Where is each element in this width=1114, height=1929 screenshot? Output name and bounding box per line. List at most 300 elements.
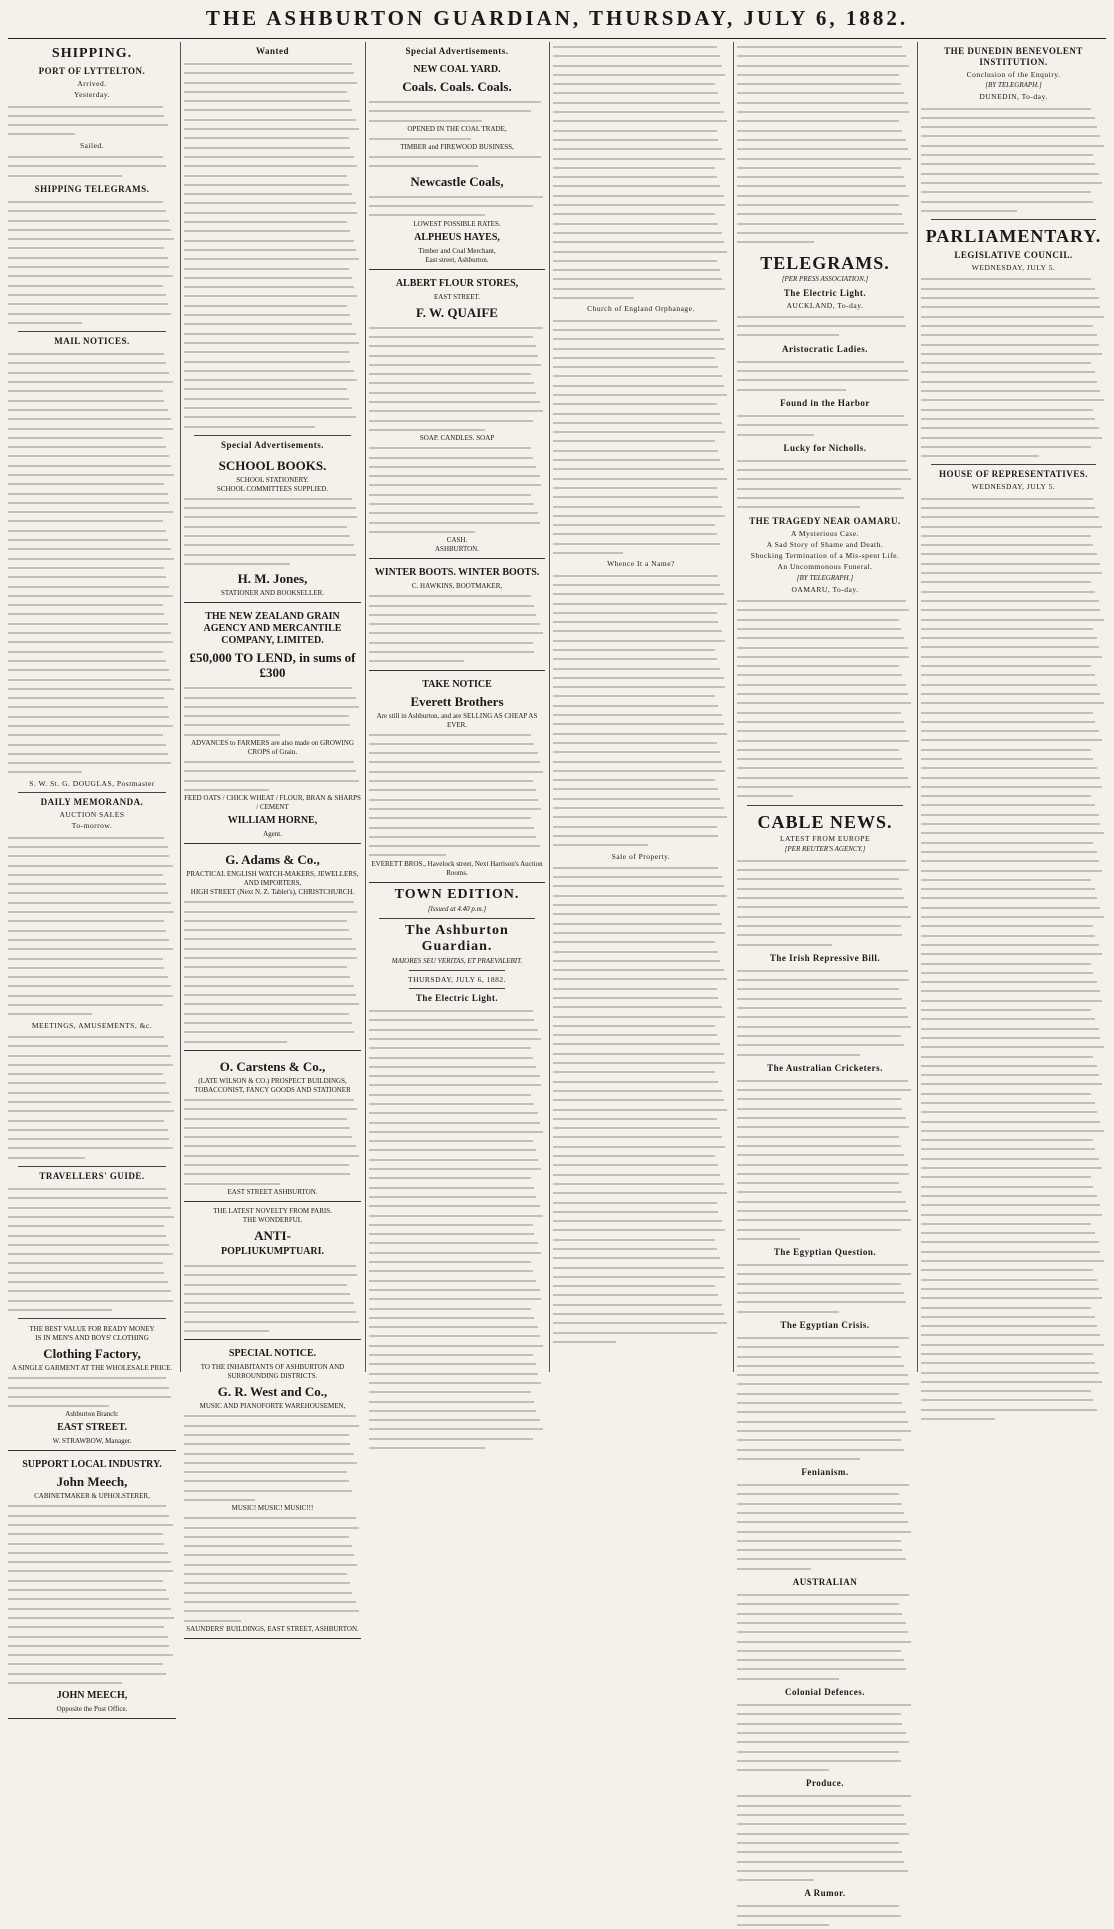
text-line	[8, 1088, 176, 1097]
text-line	[737, 1113, 913, 1122]
masthead: THE ASHBURTON GUARDIAN, THURSDAY, JULY 6, 1882.	[205, 6, 909, 30]
text-line	[553, 409, 729, 418]
text-line	[737, 366, 913, 375]
text-line	[8, 120, 176, 129]
text-line	[921, 1191, 1106, 1200]
text-line	[921, 680, 1106, 689]
text-line	[184, 1037, 361, 1046]
text-line	[921, 856, 1106, 865]
text-line	[737, 420, 913, 429]
text-line	[8, 1258, 176, 1267]
text-line	[369, 1294, 545, 1303]
text-line	[737, 1829, 913, 1838]
text-line	[921, 1219, 1106, 1228]
text-line	[921, 1368, 1106, 1377]
text-line	[921, 330, 1106, 339]
text-line	[921, 1349, 1106, 1358]
text-line	[921, 838, 1106, 847]
text-line	[184, 1270, 361, 1279]
text-line	[553, 418, 729, 427]
text-line	[921, 451, 1106, 460]
text-line	[369, 1015, 545, 1024]
text-line	[8, 981, 176, 990]
text-line	[737, 1012, 913, 1021]
body-text-block	[737, 1901, 913, 1929]
body-text-block	[8, 1032, 176, 1162]
text-line	[921, 596, 1106, 605]
text-line	[921, 187, 1106, 196]
text-line	[369, 1313, 545, 1322]
text-line	[553, 399, 729, 408]
text-line	[921, 1070, 1106, 1079]
carstens-sub-text: (LATE WILSON & CO.) PROSPECT BUILDINGS, TOBACCONIST, FANCY GOODS AND STATIONER	[194, 1076, 351, 1094]
text-line	[553, 520, 729, 529]
text-line	[737, 726, 913, 735]
text-line	[369, 1192, 545, 1201]
text-line	[8, 318, 176, 327]
text-line	[921, 633, 1106, 642]
text-line	[921, 717, 1106, 726]
text-line	[553, 70, 729, 79]
text-line	[8, 628, 176, 637]
text-line	[553, 144, 729, 153]
text-line	[553, 1095, 729, 1104]
text-line	[921, 312, 1106, 321]
text-line	[8, 1659, 176, 1668]
body-text-block	[737, 411, 913, 439]
text-line	[8, 879, 176, 888]
text-line	[737, 1342, 913, 1351]
text-line	[8, 309, 176, 318]
text-line	[553, 881, 729, 890]
text-line	[8, 954, 176, 963]
text-line	[553, 455, 729, 464]
text-line	[921, 1135, 1106, 1144]
lucky-heading: Lucky for Nicholls.	[783, 442, 867, 453]
text-line	[737, 1085, 913, 1094]
body-text-block	[8, 1373, 176, 1410]
masthead-rule	[8, 38, 1106, 39]
text-line	[369, 1080, 545, 1089]
body-text-block	[737, 42, 913, 247]
text-line	[8, 479, 176, 488]
text-line	[737, 1545, 913, 1554]
text-line	[8, 721, 176, 730]
text-line	[737, 1197, 913, 1206]
text-line	[921, 875, 1106, 884]
text-line	[369, 1322, 545, 1331]
text-line	[921, 122, 1106, 131]
text-line	[184, 720, 361, 729]
text-line	[737, 1260, 913, 1269]
by-telegraph-6: [BY TELEGRAPH.]	[985, 81, 1042, 90]
text-line	[184, 522, 361, 531]
text-line	[184, 59, 361, 68]
text-line	[184, 105, 361, 114]
text-line	[369, 1341, 545, 1350]
text-line	[737, 456, 913, 465]
text-line	[369, 785, 545, 794]
text-line	[921, 1052, 1106, 1061]
text-line	[8, 1106, 176, 1115]
music-music-text: MUSIC! MUSIC! MUSIC!!!	[231, 1504, 314, 1513]
text-line	[553, 1105, 729, 1114]
text-line	[184, 999, 361, 1008]
text-line	[921, 321, 1106, 330]
coals-title: Coals. Coals. Coals.	[402, 79, 512, 94]
text-line	[8, 582, 176, 591]
text-line	[369, 1359, 545, 1368]
by-telegraph-text: [BY TELEGRAPH.]	[796, 573, 854, 582]
text-line	[8, 171, 176, 180]
text-line	[737, 61, 913, 70]
text-line	[921, 1284, 1106, 1293]
text-line	[553, 126, 729, 135]
text-line	[184, 338, 361, 347]
text-line	[369, 776, 545, 785]
text-line	[921, 624, 1106, 633]
best-value-text: THE BEST VALUE FOR READY MONEY	[29, 1325, 155, 1334]
text-line	[369, 638, 545, 647]
lowest-prices-text: LOWEST POSSIBLE RATES.	[413, 219, 501, 228]
electric-light-heading: The Electric Light.	[415, 993, 499, 1004]
saunders-text: SAUNDERS' BUILDINGS, EAST STREET, ASHBURTON.	[186, 1624, 359, 1633]
shocking-text: Shocking Termination of a Mis-spent Life.	[750, 551, 900, 561]
text-line	[184, 962, 361, 971]
text-line	[921, 178, 1106, 187]
text-line	[921, 884, 1106, 893]
text-line	[553, 757, 729, 766]
text-line	[553, 529, 729, 538]
text-line	[369, 378, 545, 387]
text-line	[8, 702, 176, 711]
text-line	[184, 683, 361, 692]
text-line	[8, 386, 176, 395]
text-line	[369, 1229, 545, 1238]
text-line	[184, 1141, 361, 1150]
text-line	[737, 181, 913, 190]
text-line	[737, 966, 913, 975]
text-line	[737, 411, 913, 420]
body-text-block	[8, 349, 176, 777]
text-line	[8, 1153, 176, 1162]
text-line	[553, 682, 729, 691]
text-line	[921, 1154, 1106, 1163]
text-line	[369, 1266, 545, 1275]
text-line	[921, 1340, 1106, 1349]
text-line	[184, 1458, 361, 1467]
text-line	[921, 689, 1106, 698]
text-line	[553, 1039, 729, 1048]
text-line	[184, 990, 361, 999]
text-line	[184, 319, 361, 328]
albert-flour-title: ALBERT FLOUR STORES,	[395, 277, 519, 289]
text-line	[8, 152, 176, 161]
text-line	[369, 388, 545, 397]
text-line	[553, 316, 729, 325]
text-line	[921, 1005, 1106, 1014]
text-line	[737, 652, 913, 661]
text-line	[553, 993, 729, 1002]
text-line	[921, 949, 1106, 958]
text-line	[921, 1293, 1106, 1302]
text-line	[184, 981, 361, 990]
text-line	[737, 1536, 913, 1545]
text-line	[369, 739, 545, 748]
text-line	[184, 357, 361, 366]
text-line	[8, 368, 176, 377]
text-line	[553, 116, 729, 125]
text-line	[737, 1234, 913, 1243]
text-line	[184, 96, 361, 105]
take-notice-title: TAKE NOTICE	[422, 678, 492, 690]
text-line	[921, 996, 1106, 1005]
text-line	[737, 1599, 913, 1608]
text-line	[737, 984, 913, 993]
column-2	[184, 42, 361, 1633]
text-line	[737, 493, 913, 502]
text-line	[553, 872, 729, 881]
text-line	[369, 832, 545, 841]
text-line	[553, 436, 729, 445]
travellers-guide-heading: TRAVELLERS' GUIDE.	[39, 1171, 145, 1182]
text-line	[921, 150, 1106, 159]
text-line	[921, 1163, 1106, 1172]
text-line	[553, 738, 729, 747]
text-line	[553, 274, 729, 283]
text-line	[8, 1249, 176, 1258]
text-line	[737, 126, 913, 135]
text-line	[553, 1281, 729, 1290]
text-line	[8, 833, 176, 842]
text-line	[921, 423, 1106, 432]
text-line	[553, 1077, 729, 1086]
text-line	[8, 1000, 176, 1009]
text-line	[921, 670, 1106, 679]
text-line	[737, 912, 913, 921]
body-text-block	[184, 1411, 361, 1504]
clothing-factory-title: Clothing Factory,	[43, 1346, 141, 1362]
text-line	[553, 1198, 729, 1207]
text-line	[921, 1386, 1106, 1395]
text-line	[8, 377, 176, 386]
text-line	[369, 1369, 545, 1378]
text-line	[921, 1014, 1106, 1023]
text-line	[553, 919, 729, 928]
text-line	[369, 1248, 545, 1257]
text-line	[184, 1513, 361, 1522]
text-line	[737, 385, 913, 394]
text-line	[921, 405, 1106, 414]
body-text-block	[921, 494, 1106, 1424]
text-line	[8, 507, 176, 516]
text-line	[921, 104, 1106, 113]
text-line	[184, 282, 361, 291]
text-line	[737, 605, 913, 614]
text-line	[369, 804, 545, 813]
text-line	[369, 406, 545, 415]
text-line	[921, 605, 1106, 614]
text-line	[921, 931, 1106, 940]
anti-title: ANTI-	[254, 1227, 291, 1243]
text-line	[369, 1043, 545, 1052]
text-line	[921, 1312, 1106, 1321]
text-line	[553, 1012, 729, 1021]
auckland-text: AUCKLAND, To-day.	[786, 300, 864, 310]
body-text-block	[184, 1095, 361, 1188]
text-line	[8, 1520, 176, 1529]
column-divider	[917, 42, 918, 1372]
text-line	[553, 1170, 729, 1179]
text-line	[184, 1095, 361, 1104]
text-line	[369, 341, 545, 350]
text-line	[737, 994, 913, 1003]
text-line	[921, 1144, 1106, 1153]
text-line	[184, 1307, 361, 1316]
wonderful-text: THE WONDERFUL	[242, 1215, 303, 1224]
text-line	[184, 944, 361, 953]
text-line	[553, 219, 729, 228]
text-line	[737, 940, 913, 949]
text-line	[369, 601, 545, 610]
egyptian-crisis-heading: The Egyptian Crisis.	[780, 1319, 870, 1330]
mail-notices-heading: MAIL NOTICES.	[54, 336, 130, 347]
text-line	[553, 909, 729, 918]
aristocratic-heading: Aristocratic Ladies.	[782, 343, 868, 354]
east-street-ash-text: EAST STREET ASHBURTON.	[227, 1187, 318, 1196]
text-line	[184, 403, 361, 412]
text-line	[737, 874, 913, 883]
text-line	[369, 757, 545, 766]
text-line	[921, 494, 1106, 503]
text-line	[737, 144, 913, 153]
text-line	[369, 192, 545, 201]
body-text-block	[737, 1480, 913, 1573]
text-line	[369, 1257, 545, 1266]
text-line	[553, 701, 729, 710]
body-text-block	[184, 59, 361, 431]
body-text-block	[553, 571, 729, 850]
text-line	[369, 1211, 545, 1220]
text-line	[553, 1216, 729, 1225]
text-line	[8, 129, 176, 138]
text-line	[737, 1801, 913, 1810]
text-line	[737, 1398, 913, 1407]
text-line	[8, 1529, 176, 1538]
cable-news-heading: CABLE NEWS.	[757, 811, 893, 832]
text-line	[921, 642, 1106, 651]
text-line	[8, 516, 176, 525]
text-line	[8, 1305, 176, 1314]
press-assoc-text: [PER PRESS ASSOCIATION.]	[781, 274, 869, 283]
text-line	[184, 310, 361, 319]
postmaster-signature: S. W. St. G. DOUGLAS, Postmaster	[29, 778, 155, 788]
text-line	[737, 1627, 913, 1636]
text-line	[8, 712, 176, 721]
text-line	[921, 968, 1106, 977]
text-line	[8, 1501, 176, 1510]
text-line	[369, 443, 545, 452]
daily-memoranda-heading: DAILY MEMORANDA.	[40, 797, 144, 808]
text-line	[184, 693, 361, 702]
text-line	[8, 991, 176, 1000]
body-text-block	[553, 863, 729, 1346]
text-line	[184, 1486, 361, 1495]
text-line	[369, 453, 545, 462]
text-line	[921, 1321, 1106, 1330]
text-line	[553, 1132, 729, 1141]
east-street-ash-3: East street, Ashburton.	[425, 255, 489, 264]
text-line	[184, 226, 361, 235]
text-line	[369, 748, 545, 757]
john-meech-footer: JOHN MEECH,	[56, 1690, 128, 1702]
stationer-text: STATIONER AND BOOKSELLER.	[220, 589, 325, 598]
text-line	[921, 615, 1106, 624]
text-line	[921, 782, 1106, 791]
text-line	[737, 1206, 913, 1215]
body-text-block	[8, 152, 176, 180]
house-reps-heading: HOUSE OF REPRESENTATIVES.	[938, 469, 1089, 480]
mens-boys-text: IS IN MEN'S AND BOYS' CLOTHING	[35, 1334, 149, 1343]
text-line	[8, 767, 176, 776]
text-line	[737, 1269, 913, 1278]
text-line	[553, 464, 729, 473]
text-line	[8, 591, 176, 600]
text-line	[553, 181, 729, 190]
text-line	[8, 1511, 176, 1520]
text-line	[8, 1116, 176, 1125]
body-text-block	[737, 1076, 913, 1243]
body-text-block	[553, 42, 729, 302]
fenianism-heading: Fenianism.	[801, 1467, 849, 1478]
text-line	[737, 1719, 913, 1728]
text-line	[553, 154, 729, 163]
text-line	[184, 329, 361, 338]
text-line	[8, 572, 176, 581]
text-line	[553, 502, 729, 511]
text-line	[553, 691, 729, 700]
text-line	[184, 757, 361, 766]
text-line	[553, 1114, 729, 1123]
timber-merchant-text: Timber and Coal Merchant,	[418, 246, 496, 255]
text-line	[553, 937, 729, 946]
text-line	[553, 362, 729, 371]
text-line	[553, 1067, 729, 1076]
text-line	[737, 921, 913, 930]
text-line	[737, 1499, 913, 1508]
text-line	[921, 540, 1106, 549]
maiores-text: MAIORES SEU VERITAS, ET PRAEVALEBIT.	[391, 956, 523, 965]
text-line	[737, 172, 913, 181]
text-line	[553, 51, 729, 60]
text-line	[8, 262, 176, 271]
text-line	[184, 87, 361, 96]
text-line	[184, 1588, 361, 1597]
school-books-title: SCHOOL BOOKS.	[218, 457, 327, 473]
text-line	[553, 822, 729, 831]
text-line	[8, 271, 176, 280]
text-line	[8, 907, 176, 916]
date-text: THURSDAY, JULY 6, 1882.	[408, 974, 506, 984]
text-line	[737, 1003, 913, 1012]
text-line	[369, 369, 545, 378]
text-line	[921, 442, 1106, 451]
text-line	[8, 358, 176, 367]
text-line	[8, 740, 176, 749]
text-line	[921, 531, 1106, 540]
text-line	[921, 1377, 1106, 1386]
text-line	[737, 1379, 913, 1388]
